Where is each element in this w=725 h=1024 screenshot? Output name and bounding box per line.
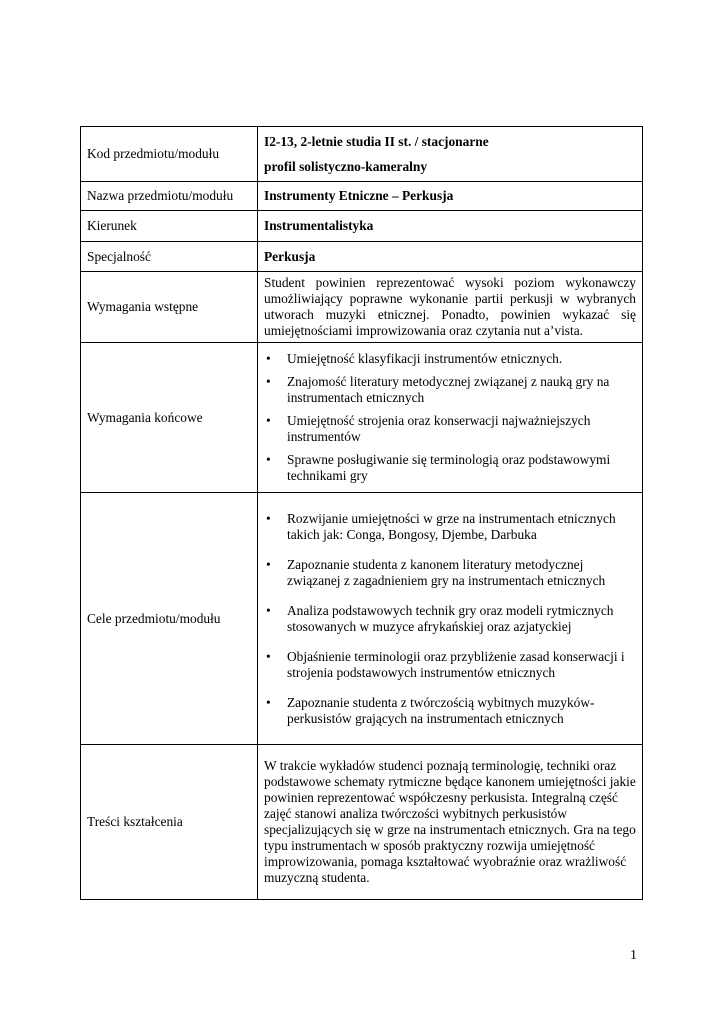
row-nazwa <box>81 182 643 211</box>
row-cele <box>81 493 643 745</box>
value-specjalnosc: Perkusja <box>258 242 643 272</box>
page-number: 1 <box>630 948 637 963</box>
list-item: • Zapoznanie studenta z kanonem literatury metodycznej związanej z zagadnieniem gry na instrumentach etnicznych <box>266 556 606 588</box>
list-item: • Znajomość literatury metodycznej związanej z nauką gry na instrumentach etnicznych <box>266 374 610 405</box>
value-cele <box>258 493 643 745</box>
label-cele: Cele przedmiotu/modułu <box>81 493 258 745</box>
label-specjalnosc: Specjalność <box>81 242 258 272</box>
row-tresci <box>81 745 643 900</box>
bullet-icon: • <box>266 510 271 526</box>
row-kod <box>81 127 643 182</box>
bullet-icon: • <box>266 602 271 618</box>
label-kierunek: Kierunek <box>81 211 258 242</box>
bullet-icon: • <box>266 694 271 710</box>
list-item: • Rozwijanie umiejętności w grze na instrumentach etnicznych takich jak: Conga, Bongosy, Djembe, Darbuka <box>266 510 616 542</box>
kod-line2: profil solistyczno-kameralny <box>264 158 428 174</box>
row-wymagania-wstepne <box>81 272 643 343</box>
bullet-icon: • <box>266 351 271 366</box>
row-kierunek <box>81 211 643 242</box>
bullet-icon: • <box>266 556 271 572</box>
value-tresci: W trakcie wykładów studenci poznają terminologię, techniki oraz podstawowe schematy rytmiczne będące kanonem umiejętności jakie powinien reprezentować współczesny perkusista. Integralną część zajęć stanowi analiza twórczości wybitnych perkusistów specjalizujących się w grze na instrumentach etnicznych. Gra na tego typu instrumentach w sposób praktyczny rozwija umiejętność improwizowania, pomaga kształtować wyobraźnie oraz wrażliwość muzyczną studenta. <box>258 745 643 900</box>
value-kierunek: Instrumentalistyka <box>258 211 643 242</box>
list-item: • Analiza podstawowych technik gry oraz modeli rytmicznych stosowanych w muzyce afrykańskiej oraz azjatyckiej <box>266 602 614 634</box>
value-wymagania-wstepne: Student powinien reprezentować wysoki poziom wykonawczy umożliwiający poprawne wykonanie partii perkusji w wybranych utworach muzyki etnicznej. Ponadto, powinien wykazać się umiejętnościami improwizowania oraz czytania nut a’vista. <box>258 272 643 343</box>
value-wymagania-koncowe <box>258 343 643 493</box>
list-item: • Sprawne posługiwanie się terminologią oraz podstawowymi technikami gry <box>266 452 611 483</box>
wymagania-koncowe-list <box>264 351 636 484</box>
bullet-icon: • <box>266 648 271 664</box>
label-wymagania-koncowe: Wymagania końcowe <box>81 343 258 493</box>
value-kod <box>258 127 643 182</box>
syllabus-table <box>80 126 643 900</box>
label-tresci: Treści kształcenia <box>81 745 258 900</box>
label-wymagania-wstepne: Wymagania wstępne <box>81 272 258 343</box>
row-wymagania-koncowe <box>81 343 643 493</box>
row-specjalnosc <box>81 242 643 272</box>
value-nazwa: Instrumenty Etniczne – Perkusja <box>258 182 643 211</box>
bullet-icon: • <box>266 413 271 428</box>
label-nazwa: Nazwa przedmiotu/modułu <box>81 182 258 211</box>
list-item: • Objaśnienie terminologii oraz przybliżenie zasad konserwacji i strojenia podstawowych instrumentów etnicznych <box>266 648 625 680</box>
label-kod: Kod przedmiotu/modułu <box>81 127 258 182</box>
kod-line1: I2-13, 2-letnie studia II st. / stacjonarne <box>264 133 489 149</box>
bullet-icon: • <box>266 374 271 389</box>
cele-list <box>264 511 636 727</box>
bullet-icon: • <box>266 452 271 467</box>
list-item: • Zapoznanie studenta z twórczością wybitnych muzyków-perkusistów grających na instrumentach etnicznych <box>266 694 595 726</box>
list-item: • Umiejętność klasyfikacji instrumentów etnicznych. <box>266 351 563 366</box>
list-item: • Umiejętność strojenia oraz konserwacji najważniejszych instrumentów <box>266 413 591 444</box>
